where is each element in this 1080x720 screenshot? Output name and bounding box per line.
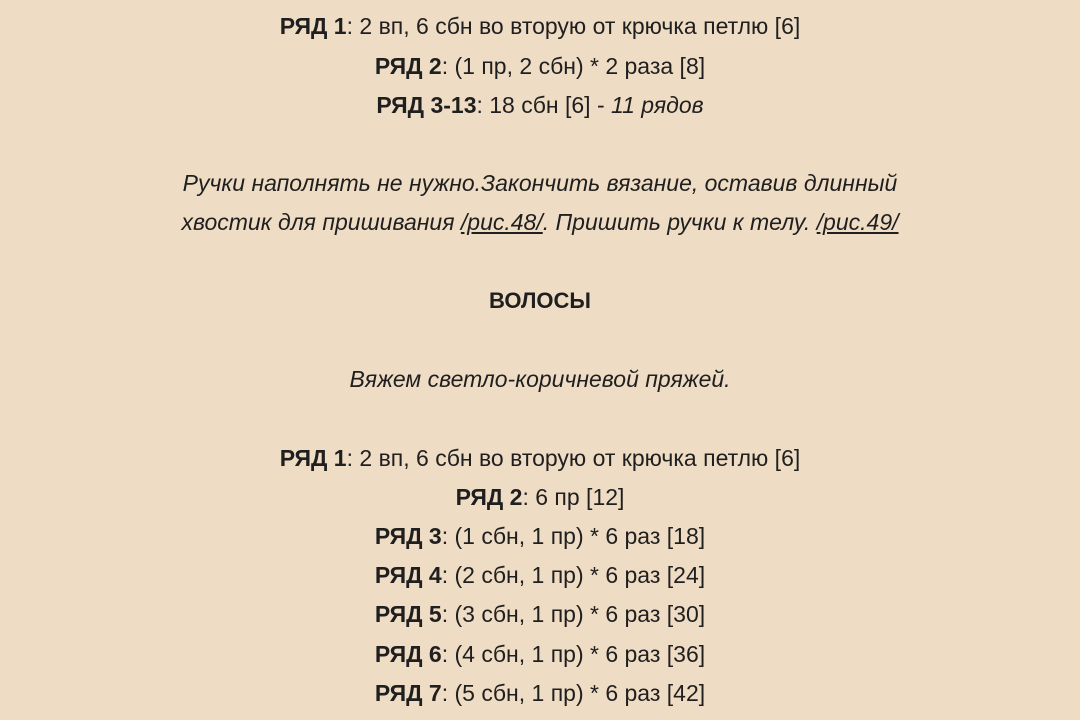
- arms-row-3-13: [0, 91, 1080, 119]
- figure-48-link[interactable]: /рис.48/: [460, 209, 543, 235]
- figure-49-link[interactable]: /рис.49/: [816, 209, 899, 235]
- arms-instruction-line-1: Ручки наполнять не нужно.Закончить вязание, оставив длинный: [182, 170, 898, 196]
- hair-intro: Вяжем светло-коричневой пряжей.: [349, 366, 731, 392]
- hair-row-4: [0, 561, 1080, 589]
- instruction-text: . Пришить ручки к телу.: [542, 209, 817, 235]
- row-text: : (2 сбн, 1 пр) * 6 раз [24]: [441, 562, 706, 588]
- row-label: РЯД 2: [455, 484, 523, 510]
- row-label: РЯД 5: [374, 601, 442, 627]
- hair-row-3: [0, 522, 1080, 550]
- row-text: : (1 сбн, 1 пр) * 6 раз [18]: [441, 523, 706, 549]
- row-label: РЯД 1: [279, 445, 347, 471]
- row-label: РЯД 7: [374, 680, 442, 706]
- row-note: 11 рядов: [611, 92, 704, 118]
- arms-row-2: [0, 52, 1080, 80]
- row-label: РЯД 3-13: [376, 92, 477, 118]
- row-text: : (3 сбн, 1 пр) * 6 раз [30]: [441, 601, 706, 627]
- row-text: : (5 сбн, 1 пр) * 6 раз [42]: [441, 680, 706, 706]
- row-label: РЯД 3: [374, 523, 442, 549]
- row-text: : (1 пр, 2 сбн) * 2 раза [8]: [441, 53, 706, 79]
- row-text: : 2 вп, 6 сбн во вторую от крючка петлю [6]: [346, 13, 801, 39]
- hair-row-6: [0, 640, 1080, 668]
- hair-row-7: [0, 679, 1080, 707]
- row-label: РЯД 1: [279, 13, 347, 39]
- row-text: : (4 сбн, 1 пр) * 6 раз [36]: [441, 641, 706, 667]
- arms-row-1: [0, 12, 1080, 40]
- row-text: : 6 пр [12]: [522, 484, 625, 510]
- arms-instruction-line-2: [0, 208, 1080, 236]
- hair-row-2: [0, 483, 1080, 511]
- row-label: РЯД 6: [374, 641, 442, 667]
- row-label: РЯД 2: [374, 53, 442, 79]
- row-text: : 2 вп, 6 сбн во вторую от крючка петлю [6]: [346, 445, 801, 471]
- hair-row-1: [0, 444, 1080, 472]
- hair-heading: ВОЛОСЫ: [489, 288, 591, 313]
- hair-row-5: [0, 600, 1080, 628]
- row-label: РЯД 4: [374, 562, 442, 588]
- instruction-text: хвостик для пришивания: [181, 209, 461, 235]
- row-text: : 18 сбн [6] -: [476, 92, 612, 118]
